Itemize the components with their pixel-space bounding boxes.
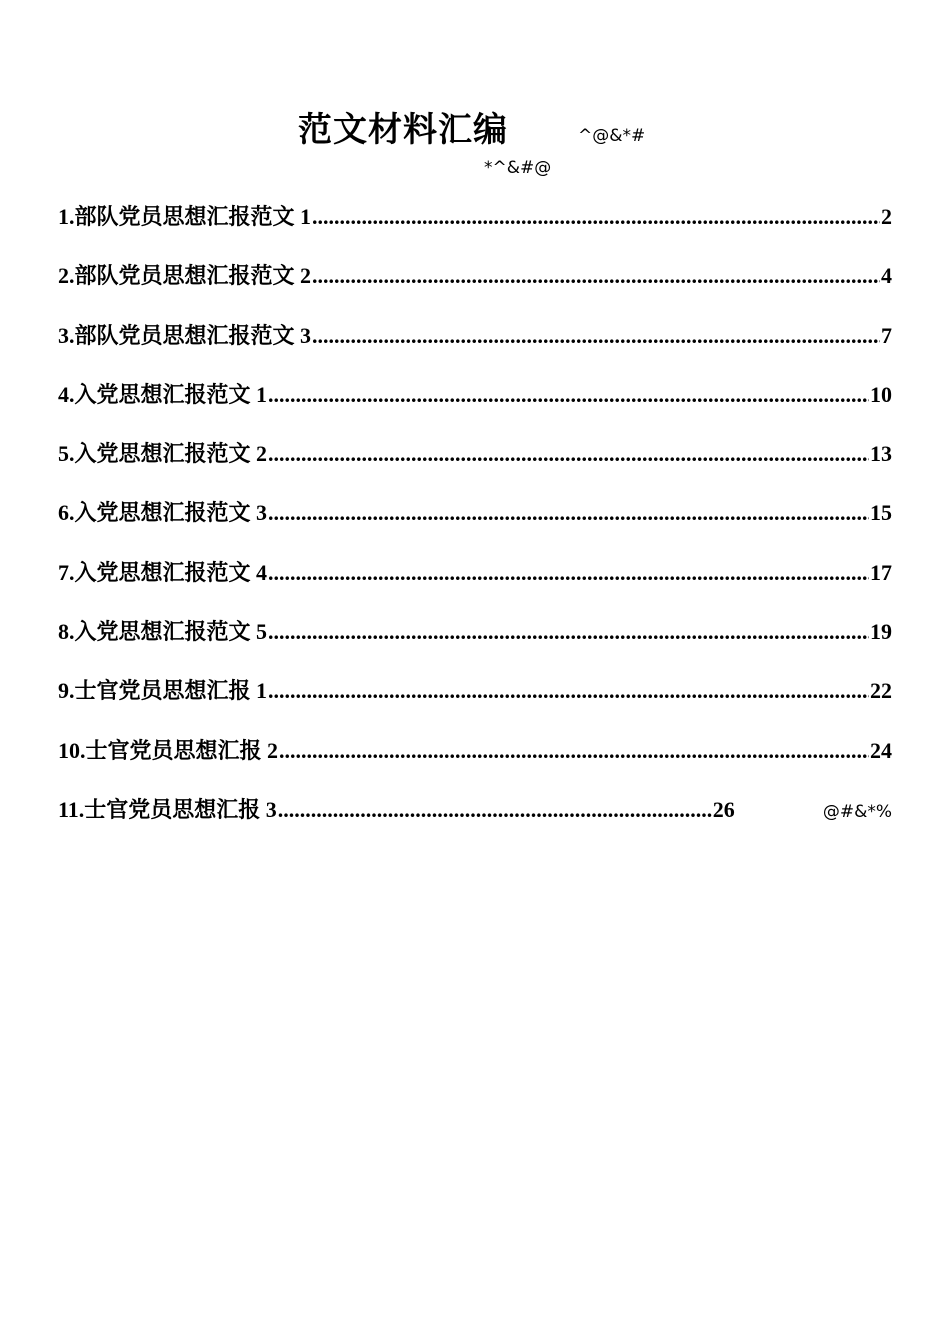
toc-entry-label: 10.士官党员思想汇报 2 xyxy=(58,737,279,763)
toc-entry-page: 7 xyxy=(881,322,892,348)
toc-entry-label: 8.入党思想汇报范文 5 xyxy=(58,619,268,645)
toc-entry-label: 9.士官党员思想汇报 1 xyxy=(58,678,268,704)
toc-entry[interactable] xyxy=(58,492,892,551)
toc-entry-page: 4 xyxy=(881,263,892,289)
toc-dot-leader xyxy=(312,255,880,297)
toc-entry-label: 4.入党思想汇报范文 1 xyxy=(58,381,268,407)
toc-dot-leader xyxy=(268,433,869,475)
toc-entry-page: 13 xyxy=(870,441,892,467)
toc-entry[interactable] xyxy=(58,552,892,611)
toc-entry-label: 11.士官党员思想汇报 3 xyxy=(58,796,277,822)
toc-dot-leader xyxy=(312,315,880,357)
toc-dot-leader xyxy=(268,374,869,416)
toc-entry-label: 6.入党思想汇报范文 3 xyxy=(58,500,268,526)
toc-entry-label: 2.部队党员思想汇报范文 2 xyxy=(58,263,312,289)
toc-entry-page: 22 xyxy=(870,678,892,704)
toc-entry-page: 10 xyxy=(870,381,892,407)
toc-dot-leader xyxy=(268,670,869,712)
toc-entry-page: 2 xyxy=(881,204,892,229)
toc-dot-leader xyxy=(268,611,869,653)
toc-entry[interactable] xyxy=(58,374,892,433)
toc-entry[interactable] xyxy=(58,611,892,670)
toc-entry-page: 24 xyxy=(870,737,892,763)
toc-entry-page: 19 xyxy=(870,619,892,645)
watermark-symbols: *^&#@ xyxy=(484,158,552,178)
title-row xyxy=(0,108,950,156)
toc-entry-label: 3.部队党员思想汇报范文 3 xyxy=(58,322,312,348)
table-of-contents xyxy=(58,196,892,848)
toc-entry-label: 5.入党思想汇报范文 2 xyxy=(58,441,268,467)
watermark-symbols: ^@&*# xyxy=(578,126,646,146)
toc-dot-leader xyxy=(278,789,712,831)
toc-dot-leader xyxy=(268,552,869,594)
toc-entry[interactable] xyxy=(58,315,892,374)
toc-entry-page: 15 xyxy=(870,500,892,526)
page-title: 范文材料汇编 xyxy=(298,110,508,150)
toc-entry[interactable] xyxy=(58,670,892,729)
toc-entry[interactable] xyxy=(58,196,892,255)
toc-entry[interactable] xyxy=(58,730,892,789)
toc-entry[interactable] xyxy=(58,789,892,848)
toc-entry[interactable] xyxy=(58,433,892,492)
toc-entry[interactable] xyxy=(58,255,892,314)
watermark-symbols: @#&*% xyxy=(822,801,892,822)
toc-entry-page: 17 xyxy=(870,559,892,585)
toc-entry-label: 1.部队党员思想汇报范文 1 xyxy=(58,204,312,229)
toc-dot-leader xyxy=(268,492,869,534)
toc-entry-label: 7.入党思想汇报范文 4 xyxy=(58,559,268,585)
toc-dot-leader xyxy=(279,730,869,772)
toc-dot-leader xyxy=(312,196,880,238)
toc-entry-page: 26 xyxy=(712,796,735,822)
